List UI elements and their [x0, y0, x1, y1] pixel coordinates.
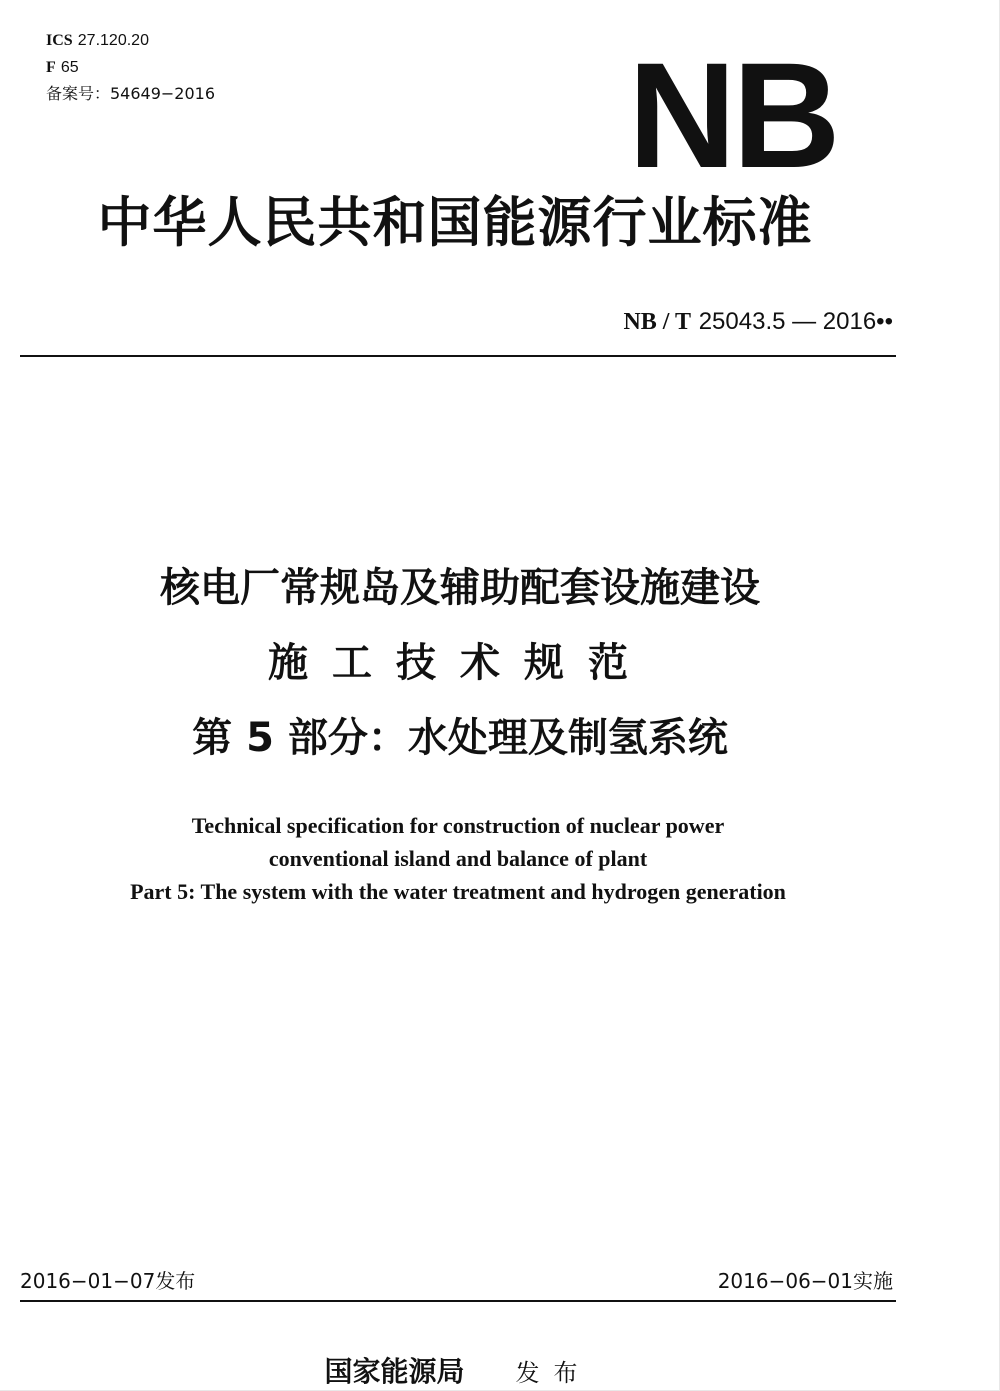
classification-code — [46, 57, 79, 78]
bottom-divider — [20, 1300, 896, 1302]
chinese-title-line-3: 第 5 部分：水处理及制氢系统 — [192, 715, 728, 761]
standard-number-value: 25043.5 — 2016•• — [698, 308, 893, 335]
issuing-organization: 国家能源局 — [324, 1355, 465, 1388]
nb-logo: NB — [628, 31, 837, 199]
ics-value: 27.120.20 — [77, 32, 149, 49]
issue-action: 发布 — [515, 1359, 592, 1387]
ics-label: ICS — [46, 32, 73, 49]
chinese-title-line-2: 施工技术规范 — [268, 640, 652, 686]
chinese-title-line-1: 核电厂常规岛及辅助配套设施建设 — [160, 565, 760, 611]
record-number: 备案号：54649−2016 — [46, 84, 216, 103]
classification-value: 65 — [60, 59, 79, 76]
standard-number-prefix: NB / T — [623, 309, 692, 335]
standard-number — [623, 306, 893, 337]
english-title-line-3: Part 5: The system with the water treatment and hydrogen generation — [130, 879, 786, 904]
effective-date: 2016−06−01实施 — [717, 1269, 893, 1293]
ics-code — [46, 30, 149, 51]
top-divider — [20, 355, 896, 357]
standard-category-title: 中华人民共和国能源行业标准 — [97, 191, 813, 254]
issuer — [0, 1350, 916, 1390]
issue-date: 2016−01−07发布 — [20, 1269, 196, 1293]
classification-label: F — [46, 59, 56, 76]
english-title-line-2: conventional island and balance of plant — [268, 846, 648, 871]
english-title-line-1: Technical specification for construction of nuclear power — [191, 813, 725, 838]
